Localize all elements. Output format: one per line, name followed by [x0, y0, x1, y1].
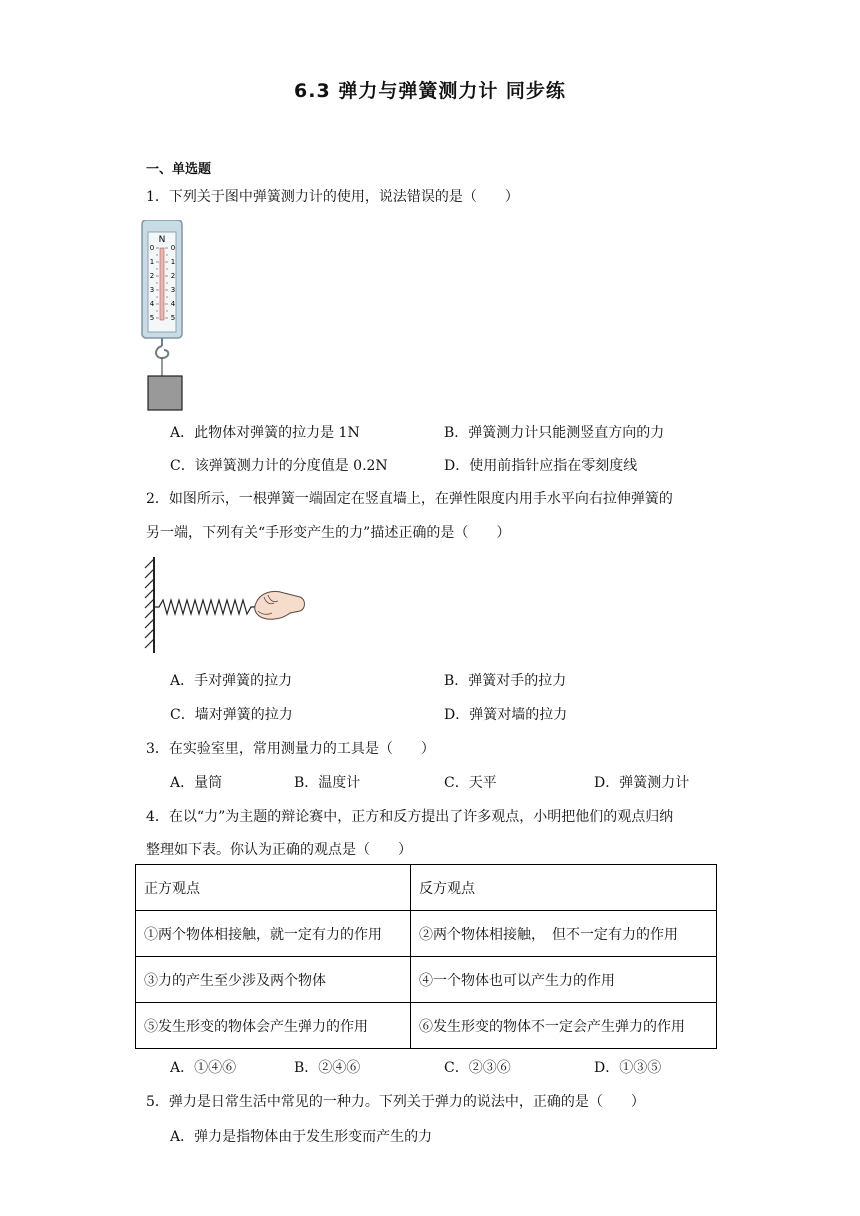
scale-tick-label: 2: [170, 272, 176, 280]
question-5-stem: 5．弹力是日常生活中常见的一种力。下列关于弹力的说法中，正确的是（ ）: [146, 1094, 645, 1110]
option-a[interactable]: A．量筒: [170, 775, 223, 791]
option-c[interactable]: C．该弹簧测力计的分度值是 0.2N: [170, 458, 388, 474]
table-cell: ②两个物体相接触， 但不一定有力的作用: [411, 911, 717, 957]
option-a[interactable]: A．①④⑥: [170, 1060, 237, 1076]
option-a[interactable]: A．弹力是指物体由于发生形变而产生的力: [170, 1129, 433, 1145]
question-4-stem: 整理如下表。你认为正确的观点是（ ）: [146, 842, 412, 858]
scale-tick-label: 5: [149, 314, 155, 322]
option-c[interactable]: C．②③⑥: [444, 1060, 511, 1076]
hand-icon: [255, 591, 305, 619]
scale-tick-label: 1: [149, 258, 155, 266]
table-row: [136, 1003, 717, 1049]
option-a[interactable]: A．手对弹簧的拉力: [170, 673, 293, 689]
question-3-stem: 3．在实验室里，常用测量力的工具是（ ）: [146, 741, 435, 757]
table-header-row: [136, 865, 717, 911]
scale-tick-label: 2: [149, 272, 155, 280]
table-row: [136, 957, 717, 1003]
scale-unit: N: [158, 235, 166, 245]
scale-tick-label: 4: [149, 300, 155, 308]
question-4-stem: 4．在以“力”为主题的辩论赛中，正方和反方提出了许多观点，小明把他们的观点归纳: [146, 809, 674, 825]
scale-tick-label: 3: [170, 286, 176, 294]
wall-hatching: [145, 559, 154, 648]
table-row: [136, 911, 717, 957]
scale-tick-label: 0: [170, 244, 176, 252]
option-b[interactable]: B．温度计: [294, 775, 361, 791]
table-cell: ③力的产生至少涉及两个物体: [136, 957, 411, 1003]
section-heading: 一、单选题: [146, 162, 212, 177]
table-header: 正方观点: [136, 865, 411, 911]
scale-tick-label: 5: [170, 314, 176, 322]
option-b[interactable]: B．弹簧对手的拉力: [444, 673, 567, 689]
page-title: 6.3 弹力与弹簧测力计 同步练: [294, 80, 566, 102]
option-c[interactable]: C．天平: [444, 775, 497, 791]
spring-wall-figure: [140, 555, 310, 655]
scale-tick-label: 3: [149, 286, 155, 294]
option-d[interactable]: D．弹簧测力计: [594, 775, 690, 791]
scale-tick-label: 0: [149, 244, 155, 252]
table-cell: ⑥发生形变的物体不一定会产生弹力的作用: [411, 1003, 717, 1049]
question-2-stem: 2．如图所示，一根弹簧一端固定在竖直墙上，在弹性限度内用手水平向右拉伸弹簧的: [146, 491, 673, 507]
table-cell: ④一个物体也可以产生力的作用: [411, 957, 717, 1003]
option-b[interactable]: B．②④⑥: [294, 1060, 361, 1076]
option-d[interactable]: D．弹簧对墙的拉力: [444, 707, 568, 723]
question-1-stem: 1．下列关于图中弹簧测力计的使用，说法错误的是（ ）: [146, 189, 519, 205]
hanging-weight: [148, 376, 182, 410]
question-2-stem: 另一端，下列有关“手形变产生的力”描述正确的是（ ）: [146, 525, 511, 541]
viewpoints-table: [135, 864, 717, 1049]
option-d[interactable]: D．①③⑤: [594, 1060, 662, 1076]
option-a[interactable]: A．此物体对弹簧的拉力是 1N: [170, 425, 360, 441]
option-c[interactable]: C．墙对弹簧的拉力: [170, 707, 293, 723]
scale-tick-label: 1: [170, 258, 176, 266]
scale-tick-label: 4: [170, 300, 176, 308]
scale-indicator: [160, 248, 164, 320]
scale-hook: [156, 338, 168, 358]
table-header: 反方观点: [411, 865, 717, 911]
table-cell: ⑤发生形变的物体会产生弹力的作用: [136, 1003, 411, 1049]
option-b[interactable]: B．弹簧测力计只能测竖直方向的力: [444, 425, 665, 441]
spring: [154, 600, 256, 614]
table-cell: ①两个物体相接触，就一定有力的作用: [136, 911, 411, 957]
option-d[interactable]: D．使用前指针应指在零刻度线: [444, 458, 638, 474]
spring-scale-figure: [140, 220, 190, 412]
